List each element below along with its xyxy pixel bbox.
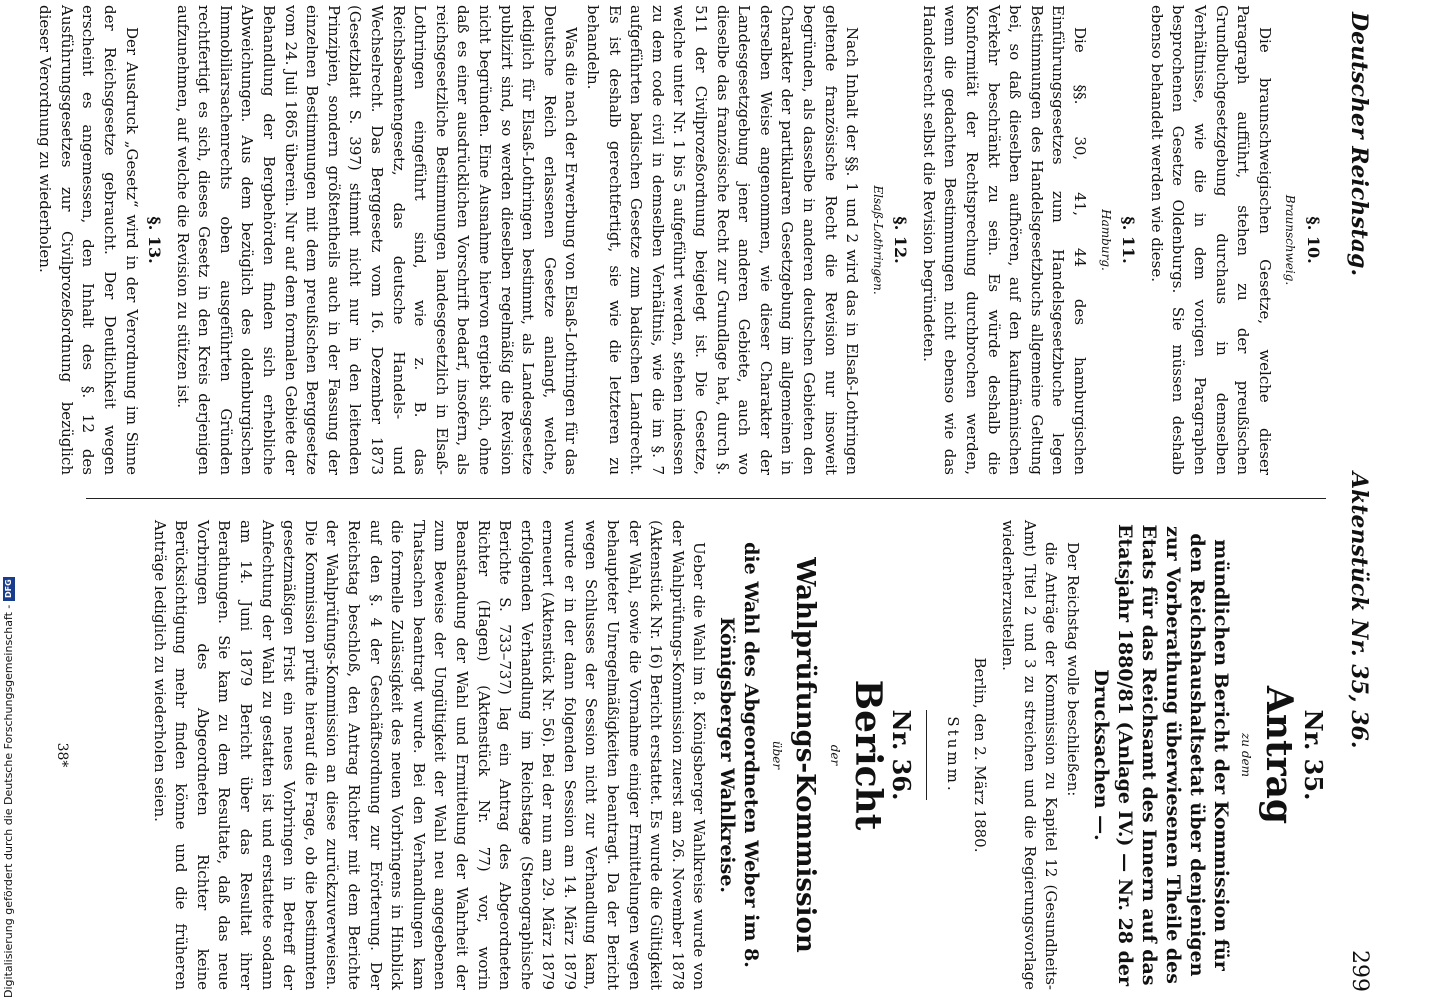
section-subheading: Elsaß-Lothringen.	[870, 185, 885, 295]
left-column	[36, 5, 1330, 475]
header-document-numbers: Aktenstück Nr. 35, 36.	[1346, 472, 1372, 749]
rotated-page-content	[20, 0, 1390, 1000]
header-publication: Deutscher Reichstag.	[1346, 12, 1372, 277]
section-subheading: Braunschweig.	[1283, 194, 1298, 286]
paragraph: Der Ausdruck „Gesetz“ wird in der Verordnung im Sinne der Reichsgesetze gebraucht. Der Deutlichkeit wegen erscheint es angemessen, den Inhalt des §. 12 des Ausführungsgesetzes zur Civilprozeßordnung bezüglich dieser Verordnung zu wiederholen.	[36, 5, 141, 475]
section-heading: §. 10.	[1304, 216, 1323, 264]
running-header	[1336, 12, 1380, 992]
sheet-signature: 38*	[54, 742, 70, 768]
right-column	[50, 520, 1330, 990]
separator-rule	[926, 710, 927, 800]
dfg-logo-icon: DFG	[3, 577, 15, 601]
paragraph: die Anträge der Kommission zu Kapitel 12 (Gesundheits-Amt) Titel 2 und 3 zu streichen und die Regierungsvorlage wiederherzustellen.	[999, 520, 1061, 990]
paragraph: Ueber die Wahl im 8. Königsberger Wahlkreise wurde von der Wahlprüfungs-Kommission zuerst am 26. November 1878 (Aktenstück Nr. 16) Bericht erstattet. Es wurde die Gültigkeit der Wahl, sowie die Vornahme einiger Ermittelungen wegen behaupteter Unregelmäßigkeiten beantragt. Da der Bericht wegen Schlusses der Session nicht zur Verhandlung kam, wurde er in der dann folgenden Session am 14. März 1879 erneuert (Aktenstück Nr. 56). Bei der nun am 29. März 1879 erfolgenden Verhandlung im Reichstage (Stenographische Berichte S. 733–737) lag ein Antrag des Abgeordneten Richter (Hagen) (Aktenstück Nr. 77) vor, worin Beanstandung der Wahl und Ermittelung der Wahrheit der zum Beweise der Ungültigkeit der Wahl neu angegebenen Thatsachen beantragt wurde. Bei den Verhandlungen kam die formelle Zulässigkeit des neuen Vorbringens in Hinblick auf den §. 4 der Geschäftsordnung zur Erörterung. Der Reichstag beschloß, den Antrag Richter mit dem Berichte der Wahlprüfungs-Kommission an diese zurückzuverweisen. Die Kommission prüfte hierauf die Frage, ob die bestimmten gesetzmäßigen Frist ein neues Vorbringen in Betreff der Anfechtung der Wahl zu gestatten ist und erstattete sodann am 14. Juni 1879 Bericht über das Resultat ihrer Berathungen. Sie kam zu dem Resultate, daß das neue Vorbringen des Abgeordneten Richter keine Berücksichtigung mehr finden könne und die früheren Anträge lediglich zu wiederholen seien.	[150, 520, 709, 990]
signature: Stumm.	[943, 716, 962, 794]
document-number: Nr. 35.	[1299, 709, 1328, 801]
connector-text: der	[827, 744, 842, 766]
document-title: Bericht	[846, 679, 889, 831]
section-heading: §. 13.	[145, 216, 165, 264]
paragraph: Die braunschweigischen Gesetze, welche dieser Paragraph aufführt, stehen zu der preußischen Grundbuchgesetzgebung durchaus in demselben Verhältnisse, wie die in dem vorigen Paragraphen besprochenen Gesetze Oldenburgs. Sie müssen deshalb ebenso behandelt werden wie diese.	[1147, 5, 1274, 475]
credit-text: Digitalisierung gefördert durch die Deutsche Forschungsgemeinschaft -	[2, 604, 15, 998]
paragraph: Der Reichstag wolle beschließen:	[1063, 542, 1082, 797]
connector-text: über	[770, 740, 785, 770]
motion-subject: mündlichen Bericht der Kommission für den Reichshaushaltsetat über denjenigen zur Vorberathung überwiesenen Theile des Etats für das Reichsamt des Innern auf das Etatsjahr 1880/81 (Anlage IV.) — Nr. 28 der Drucksachen —.	[1089, 523, 1232, 987]
paragraph: Nach Inhalt der §§. 1 und 2 wird das in Elsaß-Lothringen geltende französische Recht die Revision nur insoweit begründen, als dasselbe in anderen deutschen Gebieten den Charakter der partikularen Gesetzgebung im allgemeinen in derselben Weise angenommen, wie dieser Charakter der Landesgesetzgebung jener anderen Gebiete, auch wo dieselbe das französische Recht zur Grundlage hat, durch §. 511 der Civilprozeßordnung beigelegt ist. Die Gesetze, welche unter Nr. 1 bis 5 aufgeführt werden, stehen indessen zu dem code civil in demselben Verhältnis, wie die im §. 7 aufgeführten badischen Gesetze zum badischen Landrecht. Es ist deshalb gerechtfertigt, sie wie die letzteren zu behandeln.	[584, 5, 862, 475]
document-title: Antrag	[1258, 685, 1301, 825]
connector-text: zu dem	[1239, 732, 1254, 778]
digitization-credit	[2, 577, 15, 998]
paragraph: Die §§. 30, 41, 44 des hamburgischen Einführungsgesetzes zum Handelsgesetzbuche legen Bestimmungen des Handelsgesetzbuchs allgemeine Geltung bei, so daß dieselben aufhören, auf den kaufmännischen Verkehr beschränkt zu sein. Es würde deshalb die Konformität der Rechtsprechung durchbrochen werden, wenn die gedachten Bestimmungen nicht ebenso wie das Handelsrecht selbst die Revision begründeten.	[919, 5, 1090, 475]
header-page-number: 299	[1347, 950, 1372, 992]
paragraph: Was die nach der Erwerbung von Elsaß-Lothringen für das Deutsche Reich erlassenen Gesetze anlangt, welche, lediglich für Elsaß-Lothringen bestimmt, als Landesgesetze publizirt sind, so werden dieselben regelmäßig die Revision nicht begründen. Eine Ausnahme hiervon ergiebt sich, ohne daß es einer ausdrücklichen Vorschrift bedarf, insofern, als reichsgesetzliche Bestimmungen landesgesetzlich in Elsaß-Lothringen eingeführt sind, wie z. B. das Reichsbeamtengesetz, das deutsche Handels- und Wechselrecht. Das Berggesetz vom 16. Dezember 1873 (Gesetzblatt S. 397) stimmt nicht nur in den leitenden Prinzipien, sondern größtentheils auch in der Fassung der einzelnen Bestimmungen mit dem preußischen Berggesetze vom 24. Juli 1865 überein. Nur auf dem formalen Gebiete der Behandlung der Bergbehörden finden sich erhebliche Abweichungen. Aus dem bezüglich des oldenburgischen Immobiliarsachenrechts oben ausgeführten Gründen rechtfertigt es sich, dieses Gesetz in den Kreis derjenigen aufzunehmen, auf welche die Revision zu stützen ist.	[173, 5, 581, 475]
section-subheading: Hamburg.	[1098, 209, 1113, 271]
commission-name: Wahlprüfungs-Kommission	[790, 557, 821, 953]
section-heading: §. 11.	[1119, 216, 1139, 264]
report-subject: die Wahl des Abgeordneten Weber im 8. Königsberger Wahlkreise.	[716, 542, 763, 968]
dateline: Berlin, den 2. März 1880.	[971, 657, 990, 853]
section-heading: §. 12.	[891, 216, 911, 264]
column-divider	[86, 498, 1326, 499]
document-number: Nr. 36.	[887, 709, 917, 801]
